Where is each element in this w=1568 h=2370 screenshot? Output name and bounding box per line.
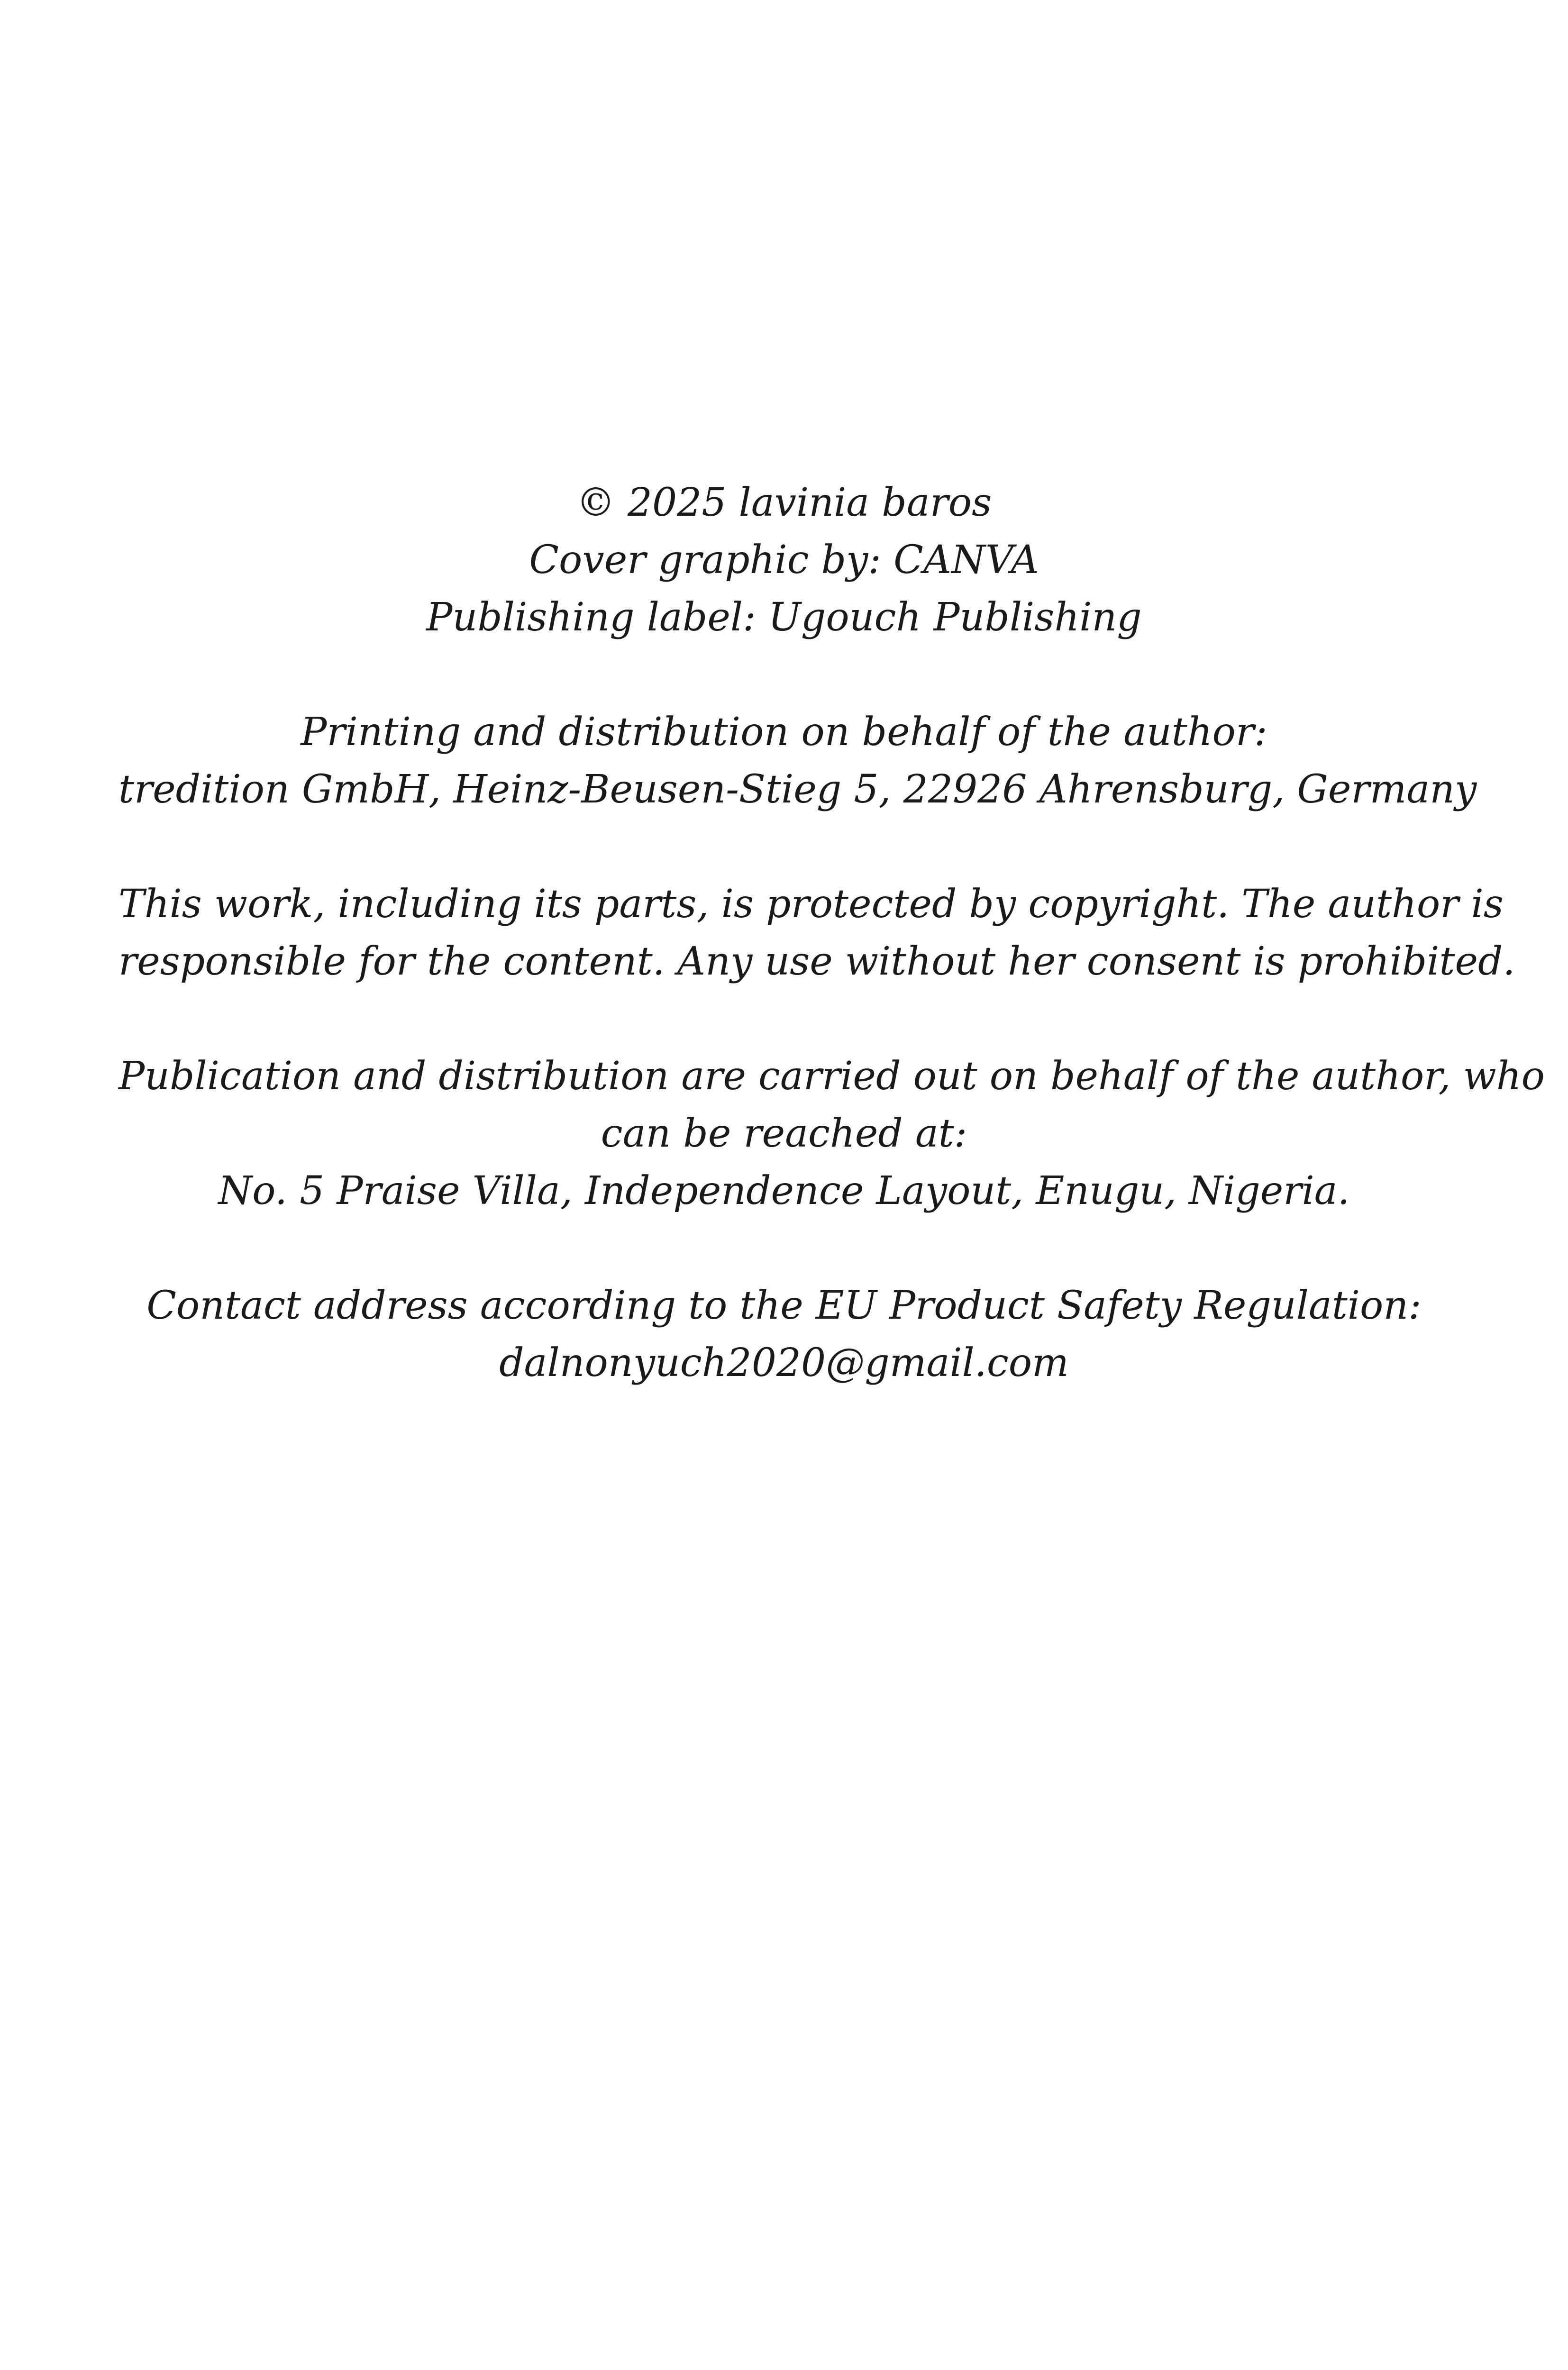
publication-line-2: can be reached at: bbox=[601, 1111, 967, 1156]
publishing-label: Publishing label: Ugouch Publishing bbox=[426, 595, 1142, 640]
printing-block bbox=[119, 703, 1477, 818]
imprint-text bbox=[119, 474, 1545, 1392]
contact-block bbox=[119, 1277, 1449, 1392]
author-address: No. 5 Praise Villa, Independence Layout, Enugu, Nigeria. bbox=[218, 1168, 1350, 1213]
publication-line-1: Publication and distribution are carried out on behalf of the author, who bbox=[119, 1054, 1545, 1099]
publication-block bbox=[119, 1048, 1545, 1220]
copyright-notice-block bbox=[119, 875, 1515, 990]
printer-address: tredition GmbH, Heinz-Beusen-Stieg 5, 22926 Ahrensburg, Germany bbox=[119, 767, 1477, 812]
copyright-notice-line-1: This work, including its parts, is protected by copyright. The author is bbox=[119, 882, 1504, 927]
copyright-line: © 2025 lavinia baros bbox=[576, 480, 992, 525]
contact-email: dalnonyuch2020@gmail.com bbox=[499, 1340, 1069, 1386]
copyright-notice-line-2: responsible for the content. Any use without her consent is prohibited. bbox=[119, 939, 1515, 984]
rights-block bbox=[119, 474, 1449, 646]
printing-heading: Printing and distribution on behalf of the author: bbox=[301, 710, 1267, 755]
cover-graphic-credit: Cover graphic by: CANVA bbox=[529, 538, 1039, 583]
contact-heading: Contact address according to the EU Product Safety Regulation: bbox=[146, 1283, 1422, 1328]
